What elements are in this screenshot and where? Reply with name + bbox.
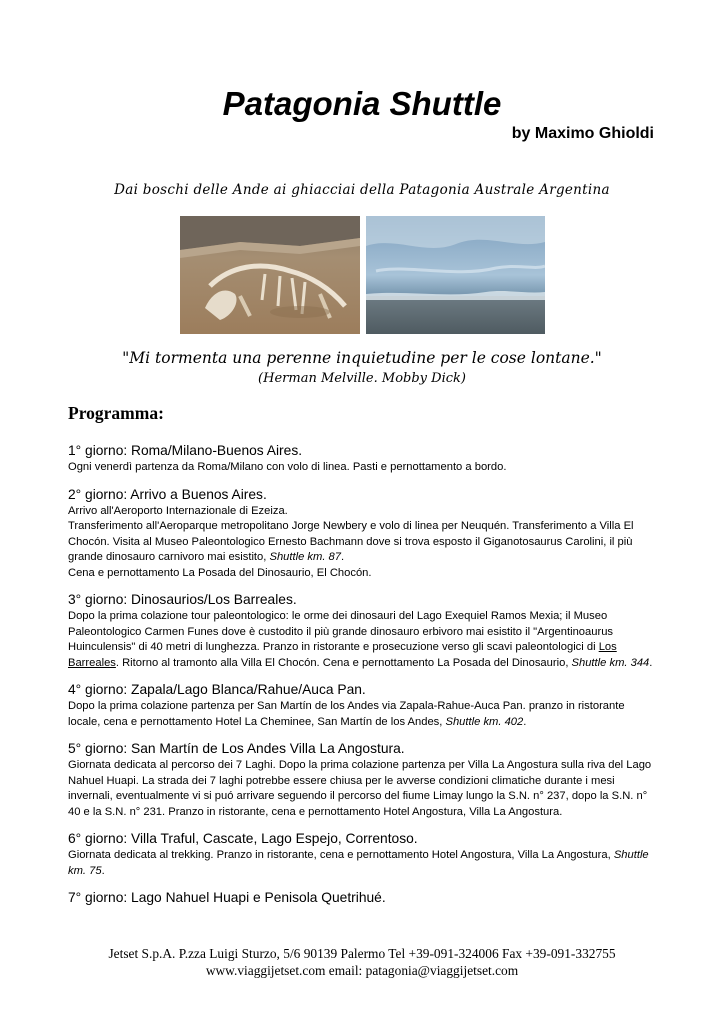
day-description: [68, 609, 658, 671]
description-text: .: [341, 551, 345, 563]
day-title: 5° giorno: San Martín de Los Andes Villa La Angostura.: [68, 741, 405, 756]
description-text: .: [523, 715, 527, 728]
description-text: Transferimento all'Aeroparque metropolitano Jorge Newbery e volo di linea per Neuquén. Transferimento a Villa El Chocón. Visita al Museo Paleontologico Ernesto Bachmann dove si trova esposto il Giganotosaurus Carolini, il più grande dinosauro carnivoro mai esistito,: [68, 520, 634, 563]
glacier-photo: [366, 216, 545, 334]
subtitle: Dai boschi delle Ande ai ghiacciai della Patagonia Australe Argentina: [114, 182, 610, 198]
description-text: Giornata dedicata al percorso dei 7 Laghi. Dopo la prima colazione partenza per Villa La Angostura sulla riva del Lago Nahuel Huapi. La strada dei 7 laghi potrebbe essere chiusa per le avverse condizioni climatiche durante i mesi invernali, eventualmente vi si puó arrivare seguendo il percorso del fiume Limay lungo la S.N. n° 237, dopo la S.N. n° 40 e la S.N. n° 231. Pranzo in ristorante, cena e pernottamento Hotel Angostura, Villa La Angostura.: [68, 759, 652, 818]
day-description: [68, 460, 658, 476]
description-text: .: [649, 656, 653, 669]
description-text: Shuttle km. 75: [68, 849, 649, 877]
itinerary-day: [68, 740, 658, 820]
day-description: [68, 758, 658, 820]
day-title: 2° giorno: Arrivo a Buenos Aires.: [68, 486, 267, 502]
document-title: Patagonia Shuttle: [222, 85, 502, 122]
footer-address: Jetset S.p.A. P.zza Luigi Sturzo, 5/6 90139 Palermo Tel +39-091-324006 Fax +39-091-332755: [108, 946, 616, 961]
description-text: Cena e pernottamento La Posada del Dinosaurio, El Chocón.: [68, 566, 372, 579]
day-description: [68, 519, 658, 566]
photo-strip: [180, 216, 545, 334]
day-title: 1° giorno: Roma/Milano-Buenos Aires.: [68, 443, 303, 458]
epigraph-source: (Herman Melville. Mobby Dick): [258, 371, 466, 386]
itinerary-days: [68, 442, 658, 917]
itinerary-day: [68, 591, 658, 671]
dinosaur-fossil-photo: [180, 216, 360, 334]
footer-contacts: www.viaggijetset.com email: patagonia@viaggijetset.com: [205, 963, 519, 978]
day-title: 6° giorno: Villa Traful, Cascate, Lago Espejo, Correntoso.: [68, 831, 418, 846]
description-text: Ogni venerdì partenza da Roma/Milano con volo di linea. Pasti e pernottamento a bordo.: [68, 461, 507, 473]
itinerary-day: [68, 442, 658, 476]
description-text: Shuttle km. 344: [571, 656, 650, 669]
author-line: by Maximo Ghioldi: [511, 125, 654, 142]
day-description: [68, 699, 658, 730]
description-text: Dopo la prima colazione tour paleontologico: le orme dei dinosauri del Lago Exequiel Ramos Mexia; il Museo Paleontologico Carmen Funes dove è custodito il più grande dinosauro erbivoro mai esistito il "Argentinoaurus Huinculensis" di 40 metri di lunghezza. Pranzo in ristorante e prosecuzione verso gli scavi paleontologici di: [68, 610, 614, 653]
epigraph-quote: "Mi tormenta una perenne inquietudine per le cose lontane.": [122, 349, 602, 367]
description-text: Arrivo all'Aeroporto Internazionale di Ezeiza.: [68, 504, 288, 517]
description-text: Giornata dedicata al trekking. Pranzo in ristorante, cena e pernottamento Hotel Angostura, Villa La Angostura,: [68, 849, 614, 861]
itinerary-day: [68, 486, 658, 582]
itinerary-day: [68, 681, 658, 730]
description-text: .: [101, 864, 105, 877]
description-text: . Ritorno al tramonto alla Villa El Chocón. Cena e pernottamento La Posada del Dinosaurio,: [115, 656, 572, 669]
day-description: [68, 504, 658, 520]
day-title: 7° giorno: Lago Nahuel Huapi e Penisola Quetrihué.: [68, 890, 386, 905]
itinerary-day: [68, 889, 658, 907]
description-text: Shuttle km. 402: [445, 715, 524, 728]
description-text: Dopo la prima colazione partenza per San Martín de los Andes via Zapala-Rahue-Auca Pan. pranzo in ristorante locale, cena e pernottamento Hotel La Cheminee, San Martín de los Andes,: [68, 700, 625, 728]
description-text: Shuttle km. 87: [269, 551, 341, 563]
day-description: [68, 566, 658, 582]
day-title: 3° giorno: Dinosaurios/Los Barreales.: [68, 592, 297, 607]
day-title: 4° giorno: Zapala/Lago Blanca/Rahue/Auca Pan.: [68, 682, 366, 697]
place-link-text: Los Barreales: [68, 641, 617, 669]
itinerary-day: [68, 830, 658, 879]
day-description: [68, 848, 658, 879]
program-heading: Programma:: [68, 403, 164, 423]
